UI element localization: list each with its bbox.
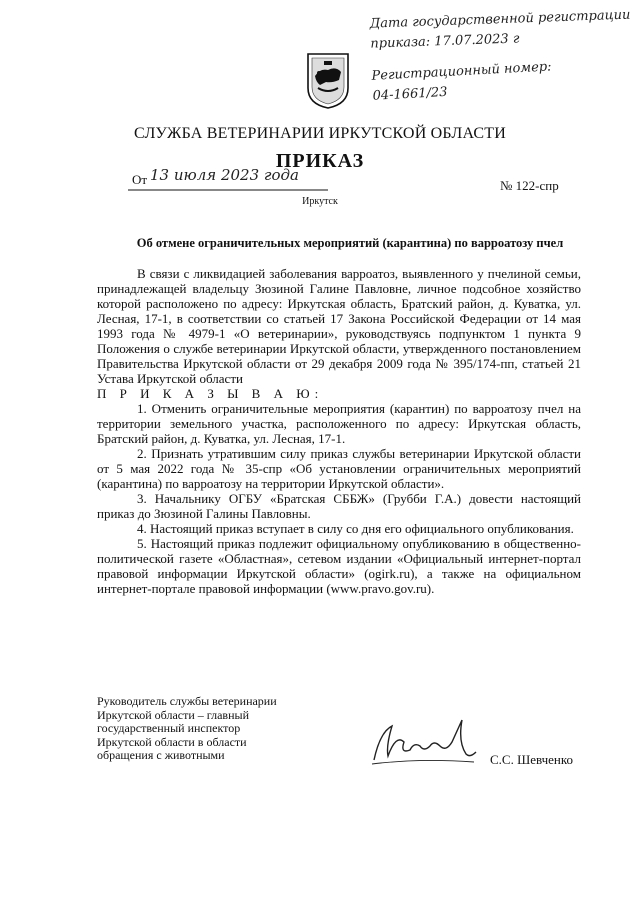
order-item-4: 4. Настоящий приказ вступает в силу со дня его официального опубликования.	[137, 521, 574, 536]
order-item-3: 3. Начальнику ОГБУ «Братская СББЖ» (Грубби Г.А.) довести настоящий приказ до Зюзиной Галины Павловны.	[97, 491, 581, 521]
position-line-1: Руководитель службы ветеринарии	[97, 694, 277, 708]
date-prefix: От	[132, 172, 148, 187]
document-subject: Об отмене ограничительных мероприятий (карантина) по варроатозу пчел	[136, 236, 564, 250]
document-body	[97, 266, 581, 596]
city-label: Иркутск	[302, 196, 338, 207]
date-underline	[128, 188, 328, 192]
handwritten-signature-icon	[370, 712, 480, 772]
signatory-position	[97, 695, 345, 763]
registration-number-line1: Регистрационный номер:	[371, 59, 552, 84]
document-date: 13 июля 2023 года	[150, 166, 299, 184]
registration-number-line2: 04-1661/23	[372, 84, 448, 104]
preamble: В связи с ликвидацией заболевания варроатоз, выявленного у пчелиной семьи, принадлежащей владельцу Зюзиной Галине Павловне, личное подсобное хозяйство которой расположено по адресу: Иркутская область, Братский район, д. Куватка, ул. Лесная, 17-1, в соответствии со статьей 17 Закона Российской Федерации от 14 мая 1993 года № 4979-1 «О ветеринарии», руководствуясь подпунктом 1 пункта 9 Положения о службе ветеринарии Иркутской области, утвержденного постановлением Правительства Иркутской области от 29 декабря 2009 года № 395/174-пп, статьей 21 Устава Иркутской области	[97, 266, 581, 386]
registration-date-line2: приказа: 17.07.2023 г	[370, 31, 520, 52]
order-word: П Р И К А З Ы В А Ю:	[97, 386, 324, 401]
registration-date-note	[369, 5, 635, 54]
registration-date-line1: Дата государственной регистрации	[369, 7, 631, 32]
position-line-5: обращения с животными	[97, 748, 225, 762]
document-number: № 122-спр	[500, 178, 559, 193]
order-item-2: 2. Признать утратившим силу приказ службы ветеринарии Иркутской области от 5 мая 2022 года № 35-спр «Об установлении ограничительных мероприятий (карантина) по варроатозу на территории Иркутской области».	[97, 446, 581, 491]
coat-of-arms-icon	[306, 52, 350, 110]
organization-name: СЛУЖБА ВЕТЕРИНАРИИ ИРКУТСКОЙ ОБЛАСТИ	[134, 125, 506, 142]
position-line-2: Иркутской области – главный	[97, 707, 249, 722]
document-type: ПРИКАЗ	[275, 150, 365, 172]
position-line-3: государственный инспектор	[97, 721, 241, 735]
order-item-1: 1. Отменить ограничительные мероприятия (карантин) по варроатозу пчел на территории земельного участка, расположенного по адресу: Иркутская область, Братский район, д. Куватка, ул. Лесная, 17-1.	[97, 401, 581, 446]
signer-name: С.С. Шевченко	[490, 752, 574, 767]
registration-number-note	[371, 53, 633, 107]
position-line-4: Иркутской области в области	[97, 734, 247, 749]
order-item-5: 5. Настоящий приказ подлежит официальному опубликованию в общественно-политической газете «Областная», сетевом издании «Официальный интернет-портал правовой информации Иркутской области» (ogirk.ru), а также на официальном интернет-портале правовой информации (www.pravo.gov.ru).	[97, 536, 581, 596]
